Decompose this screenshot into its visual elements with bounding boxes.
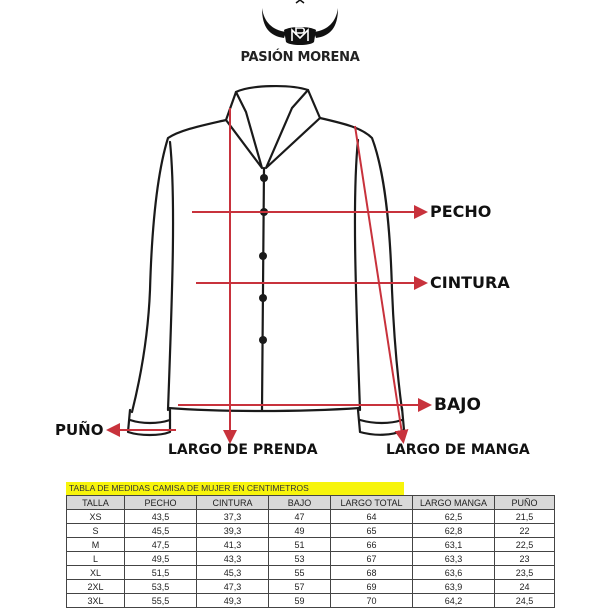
button-dot-icon <box>260 174 268 182</box>
header-largo-manga: LARGO MANGA <box>413 496 495 510</box>
table-cell: 43,5 <box>125 510 197 524</box>
table-cell: 24 <box>495 580 555 594</box>
table-row <box>67 580 555 594</box>
header-bajo: BAJO <box>269 496 331 510</box>
table-cell: 53 <box>269 552 331 566</box>
table-cell: 23 <box>495 552 555 566</box>
table-row <box>67 566 555 580</box>
table-cell: 65 <box>331 524 413 538</box>
button-dot-icon <box>259 294 267 302</box>
measurement-lines <box>110 108 428 440</box>
table-cell: 21,5 <box>495 510 555 524</box>
table-cell: 47 <box>269 510 331 524</box>
table-cell: 45,5 <box>125 524 197 538</box>
table-cell: S <box>67 524 125 538</box>
table-cell: 47,3 <box>197 580 269 594</box>
table-cell: 45,3 <box>197 566 269 580</box>
table-cell: 2XL <box>67 580 125 594</box>
brand-name: PASIÓN MORENA <box>240 50 360 65</box>
table-cell: 39,3 <box>197 524 269 538</box>
table-cell: 41,3 <box>197 538 269 552</box>
table-cell: 70 <box>331 594 413 608</box>
table-cell: 63,6 <box>413 566 495 580</box>
table-cell: 55 <box>269 566 331 580</box>
bull-horns-logo-icon <box>262 8 338 45</box>
label-pecho: PECHO <box>430 202 492 221</box>
table-cell: 63,3 <box>413 552 495 566</box>
table-cell: 55,5 <box>125 594 197 608</box>
horn-tip-icon <box>296 0 304 3</box>
table-cell: 37,3 <box>197 510 269 524</box>
table-cell: 63,9 <box>413 580 495 594</box>
table-cell: 47,5 <box>125 538 197 552</box>
table-cell: L <box>67 552 125 566</box>
table-cell: 64 <box>331 510 413 524</box>
header-cintura: CINTURA <box>197 496 269 510</box>
table-cell: 63,1 <box>413 538 495 552</box>
label-cintura: CINTURA <box>430 273 510 292</box>
button-dot-icon <box>259 336 267 344</box>
shirt-diagram <box>0 75 600 470</box>
table-header-row <box>67 496 555 510</box>
label-largo-prenda: LARGO DE PRENDA <box>168 442 318 458</box>
table-row <box>67 594 555 608</box>
button-dot-icon <box>259 252 267 260</box>
table-cell: 69 <box>331 580 413 594</box>
table-cell: 62,5 <box>413 510 495 524</box>
label-bajo: BAJO <box>434 395 481 415</box>
table-cell: XS <box>67 510 125 524</box>
table-cell: 23,5 <box>495 566 555 580</box>
table-cell: 3XL <box>67 594 125 608</box>
table-cell: 49 <box>269 524 331 538</box>
table-cell: 49,5 <box>125 552 197 566</box>
label-puno: PUÑO <box>55 421 104 439</box>
table-cell: M <box>67 538 125 552</box>
table-row <box>67 538 555 552</box>
table-cell: 67 <box>331 552 413 566</box>
table-cell: 64,2 <box>413 594 495 608</box>
table-cell: 22,5 <box>495 538 555 552</box>
header-largo-total: LARGO TOTAL <box>331 496 413 510</box>
table-cell: 22 <box>495 524 555 538</box>
label-largo-manga: LARGO DE MANGA <box>386 442 530 458</box>
header-talla: TALLA <box>67 496 125 510</box>
size-chart <box>66 482 555 608</box>
table-cell: 51,5 <box>125 566 197 580</box>
table-cell: 49,3 <box>197 594 269 608</box>
table-cell: 62,8 <box>413 524 495 538</box>
size-chart-title: TABLA DE MEDIDAS CAMISA DE MUJER EN CENTIMETROS <box>66 482 404 495</box>
table-cell: 68 <box>331 566 413 580</box>
table-cell: 66 <box>331 538 413 552</box>
table-cell: 59 <box>269 594 331 608</box>
table-cell: XL <box>67 566 125 580</box>
table-cell: 51 <box>269 538 331 552</box>
header-pecho: PECHO <box>125 496 197 510</box>
table-cell: 53,5 <box>125 580 197 594</box>
table-cell: 57 <box>269 580 331 594</box>
table-row <box>67 510 555 524</box>
shirt-outline <box>128 86 404 435</box>
table-cell: 43,3 <box>197 552 269 566</box>
table-row <box>67 524 555 538</box>
table-cell: 24,5 <box>495 594 555 608</box>
table-row <box>67 552 555 566</box>
header-puno: PUÑO <box>495 496 555 510</box>
size-chart-table <box>66 495 555 608</box>
